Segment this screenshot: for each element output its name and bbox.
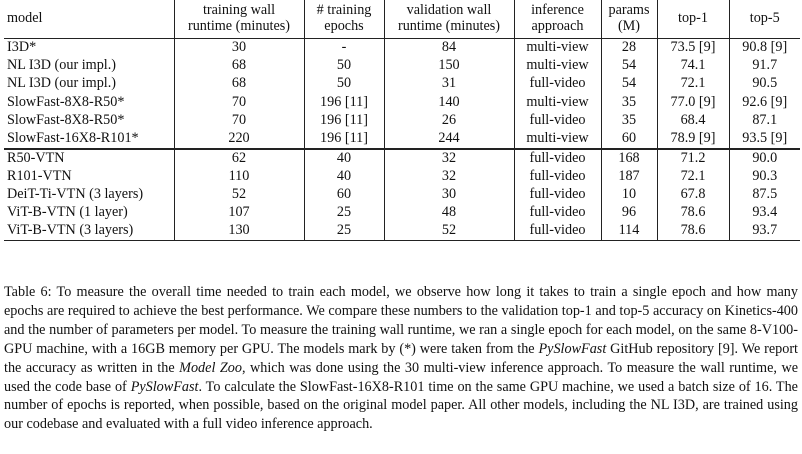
cell-validation-runtime: 30: [384, 186, 514, 204]
cell-training-epochs: -: [304, 39, 384, 58]
cell-params: 60: [601, 129, 657, 148]
cell-top1: 71.2: [657, 149, 729, 168]
header-line: runtime (minutes): [187, 18, 291, 34]
cell-validation-runtime: 26: [384, 111, 514, 129]
cell-model: DeiT-Ti-VTN (3 layers): [7, 186, 144, 202]
cell-model: ViT-B-VTN (1 layer): [7, 204, 128, 221]
cell-top1: 72.1: [657, 168, 729, 186]
header-line: runtime (minutes): [397, 18, 501, 34]
cell-top5: 93.4: [729, 204, 800, 222]
cell-model: SlowFast-16X8-R101*: [4, 129, 174, 148]
cell-inference-approach: full-video: [514, 222, 601, 241]
header-line: training wall: [202, 2, 276, 19]
cell-inference-approach: multi-view: [514, 93, 601, 111]
caption-text: , which was done using the 30 multi-view inference approach. To measure the wall runtime, we used the code base of: [4, 359, 798, 395]
cell-model: SlowFast-8X8-R50*: [7, 93, 125, 110]
cell-top1: 73.5 [9]: [657, 39, 729, 58]
cell-validation-runtime: 31: [384, 75, 514, 93]
cell-inference-approach: full-video: [514, 111, 601, 129]
cell-training-epochs: 50: [304, 75, 384, 93]
header-training-epochs: [304, 0, 384, 39]
cell-inference-approach: multi-view: [514, 57, 601, 75]
header-top5: [729, 0, 800, 39]
cell-top5: 93.7: [729, 222, 800, 241]
cell-training-epochs: 25: [304, 222, 384, 241]
cell-inference-approach: full-video: [514, 186, 601, 204]
cell-training-epochs: 40: [304, 149, 384, 168]
table-row: [4, 57, 800, 75]
cell-params: 54: [601, 57, 657, 75]
cell-validation-runtime: 244: [384, 129, 514, 148]
cell-training-runtime: 68: [174, 75, 304, 93]
cell-validation-runtime: 32: [384, 168, 514, 186]
cell-inference-approach: multi-view: [514, 129, 601, 148]
header-line: top-5: [749, 10, 780, 27]
table-row: [4, 111, 800, 129]
cell-training-runtime: 110: [174, 168, 304, 186]
cell-top5: 91.7: [729, 57, 800, 75]
cell-params: 96: [601, 204, 657, 222]
cell-training-epochs: 196 [11]: [304, 111, 384, 129]
cell-model: NL I3D (our impl.): [7, 57, 117, 74]
cell-params: 28: [601, 39, 657, 58]
cell-top1: 67.8: [657, 186, 729, 204]
header-line: # training: [316, 2, 372, 19]
cell-model: R101-VTN: [7, 167, 72, 184]
caption-text: GitHub repository [9]. We report the accuracy as written in the: [4, 340, 798, 376]
cell-top1: 74.1: [657, 57, 729, 75]
table-row: [4, 93, 800, 111]
cell-inference-approach: multi-view: [514, 39, 601, 58]
header-line: model: [7, 10, 43, 27]
cell-training-runtime: 107: [174, 204, 304, 222]
table-row: [4, 222, 800, 241]
header-inference-approach: [514, 0, 601, 39]
cell-model: ViT-B-VTN (3 layers): [4, 222, 174, 241]
cell-params: 168: [601, 149, 657, 168]
cell-top1: 78.6: [657, 204, 729, 222]
cell-validation-runtime: 32: [384, 149, 514, 168]
header-line: inference: [531, 2, 584, 19]
cell-training-runtime: 130: [174, 222, 304, 241]
cell-params: 35: [601, 111, 657, 129]
table-body: [4, 39, 800, 241]
cell-model: NL I3D (our impl.): [7, 75, 117, 92]
cell-training-runtime: 70: [174, 111, 304, 129]
header-line: approach: [531, 18, 584, 34]
cell-top1: 78.9 [9]: [657, 129, 729, 148]
header-line: validation wall: [406, 2, 492, 19]
cell-params: 54: [601, 75, 657, 93]
cell-validation-runtime: 48: [384, 204, 514, 222]
header-line: top-1: [678, 10, 708, 27]
cell-top5: 93.5 [9]: [729, 129, 800, 148]
cell-top5: 87.5: [729, 186, 800, 204]
table-caption: [4, 283, 798, 434]
cell-training-epochs: 40: [304, 168, 384, 186]
cell-model: R50-VTN: [7, 149, 65, 166]
cell-training-epochs: 25: [304, 204, 384, 222]
cell-training-runtime: 70: [174, 93, 304, 111]
cell-top5: 90.0: [729, 149, 800, 168]
caption-text: Table 6: To measure the overall time needed to train each model, we observe how long it takes to train a single epoch and how many epochs are required to achieve the best performance. We compare these numbers to the validation top-1 and top-5 accuracy on Kinetics-400 and the number of parameters per model. To measure the training wall runtime, we ran a single epoch for each model, on the same 8-V100-GPU machine, with a 16GB memory per GPU. The models mark by (*) were taken from the: [4, 284, 798, 357]
header-params: [601, 0, 657, 39]
cell-validation-runtime: 140: [384, 93, 514, 111]
cell-training-runtime: 52: [174, 186, 304, 204]
cell-training-runtime: 62: [174, 149, 304, 168]
cell-params: 10: [601, 186, 657, 204]
caption-italic-term: PySlowFast: [130, 378, 199, 395]
header-line: (M): [617, 18, 641, 34]
cell-validation-runtime: 52: [384, 222, 514, 241]
header-line: epochs: [324, 18, 364, 34]
cell-top1: 77.0 [9]: [657, 93, 729, 111]
cell-training-epochs: 196 [11]: [304, 129, 384, 148]
caption-text: . To calculate the SlowFast-16X8-R101 time on the same GPU machine, we used a batch size of 16. The number of epochs is reported, when possible, based on the original model paper. All other models, including the NL I3D, are trained using our codebase and evaluated with a full video inference approach.: [4, 378, 798, 433]
table-row: [4, 129, 800, 148]
table-row: [4, 204, 800, 222]
cell-training-runtime: 68: [174, 57, 304, 75]
cell-top1: 68.4: [657, 111, 729, 129]
cell-params: 114: [601, 222, 657, 241]
cell-training-runtime: 220: [174, 129, 304, 148]
results-table: [4, 0, 800, 241]
table-row: [4, 75, 800, 93]
cell-inference-approach: full-video: [514, 75, 601, 93]
cell-training-epochs: 50: [304, 57, 384, 75]
cell-validation-runtime: 150: [384, 57, 514, 75]
table-row: [4, 149, 800, 168]
cell-params: 35: [601, 93, 657, 111]
cell-training-runtime: 30: [174, 39, 304, 58]
cell-params: 187: [601, 168, 657, 186]
cell-training-epochs: 196 [11]: [304, 93, 384, 111]
header-model: [4, 0, 174, 39]
caption-italic-term: PySlowFast: [538, 340, 607, 357]
cell-top5: 90.3: [729, 168, 800, 186]
caption-italic-term: Model Zoo: [179, 359, 242, 376]
cell-training-epochs: 60: [304, 186, 384, 204]
table-row: [4, 168, 800, 186]
header-line: params: [608, 2, 650, 19]
table-row: [4, 39, 800, 58]
cell-top5: 87.1: [729, 111, 800, 129]
cell-inference-approach: full-video: [514, 168, 601, 186]
cell-top5: 90.8 [9]: [729, 39, 800, 58]
cell-validation-runtime: 84: [384, 39, 514, 58]
cell-top1: 72.1: [657, 75, 729, 93]
cell-top5: 90.5: [729, 75, 800, 93]
table-row: [4, 186, 800, 204]
cell-inference-approach: full-video: [514, 204, 601, 222]
cell-model: SlowFast-8X8-R50*: [7, 111, 125, 128]
cell-model: I3D*: [7, 39, 37, 56]
table-header-row: [4, 0, 800, 39]
cell-top1: 78.6: [657, 222, 729, 241]
cell-top5: 92.6 [9]: [729, 93, 800, 111]
header-top1: [657, 0, 729, 39]
header-validation-runtime: [384, 0, 514, 39]
cell-inference-approach: full-video: [514, 149, 601, 168]
header-training-runtime: [174, 0, 304, 39]
